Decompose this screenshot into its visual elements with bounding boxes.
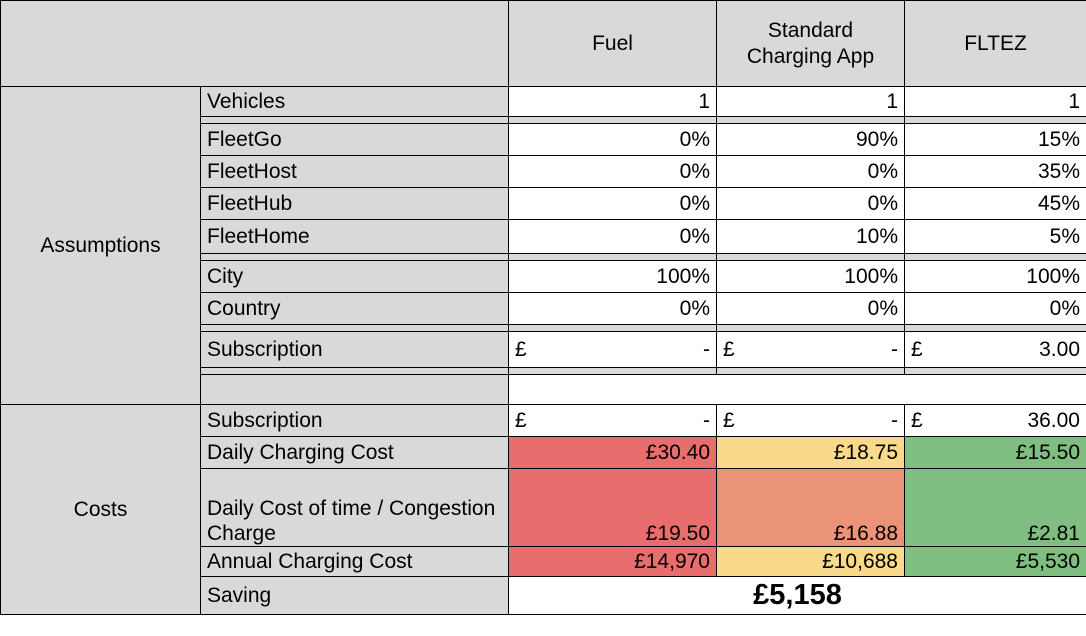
spacer-cell [201, 117, 509, 124]
spacer-cell [905, 117, 1086, 124]
cell-country-standard[interactable]: 0% [717, 293, 905, 325]
row-label-subscription[interactable]: Subscription [201, 332, 509, 368]
currency-symbol: £ [515, 408, 527, 432]
cell-fleetgo-fltez[interactable]: 15% [905, 124, 1086, 156]
cell-daily-time-fuel[interactable]: £19.50 [509, 469, 717, 547]
cell-fleethome-fltez[interactable]: 5% [905, 220, 1086, 254]
spacer-cell [717, 368, 905, 375]
row-label-fleetgo[interactable]: FleetGo [201, 124, 509, 156]
cell-city-fltez[interactable]: 100% [905, 261, 1086, 293]
row-label-city[interactable]: City [201, 261, 509, 293]
cell-fleethost-fuel[interactable]: 0% [509, 156, 717, 188]
cell-vehicles-fuel[interactable]: 1 [509, 87, 717, 117]
header-fltez[interactable]: FLTEZ [905, 1, 1086, 87]
currency-symbol: £ [911, 408, 923, 432]
cell-annual-fuel[interactable]: £14,970 [509, 547, 717, 577]
row-label-daily-charging[interactable]: Daily Charging Cost [201, 437, 509, 469]
spacer-cell [201, 254, 509, 261]
cell-vehicles-standard[interactable]: 1 [717, 87, 905, 117]
empty-cell[interactable] [509, 375, 1086, 405]
cell-cost-subscription-fuel[interactable] [509, 405, 717, 437]
spacer-cell [905, 254, 1086, 261]
cell-city-fuel[interactable]: 100% [509, 261, 717, 293]
spacer-cell [509, 368, 717, 375]
cell-cost-subscription-standard[interactable] [717, 405, 905, 437]
cell-daily-charging-standard[interactable]: £18.75 [717, 437, 905, 469]
cell-fleethub-fltez[interactable]: 45% [905, 188, 1086, 220]
row-label-cost-subscription[interactable]: Subscription [201, 405, 509, 437]
currency-symbol: £ [515, 337, 527, 361]
cell-fleethome-standard[interactable]: 10% [717, 220, 905, 254]
cell-cost-subscription-fltez[interactable] [905, 405, 1086, 437]
cell-vehicles-fltez[interactable]: 1 [905, 87, 1086, 117]
spacer-cell [905, 325, 1086, 332]
currency-value: 36.00 [1027, 408, 1080, 432]
currency-value: 3.00 [1039, 337, 1080, 361]
row-label-fleethub[interactable]: FleetHub [201, 188, 509, 220]
cell-country-fltez[interactable]: 0% [905, 293, 1086, 325]
currency-value: - [891, 337, 898, 361]
row-label-saving[interactable]: Saving [201, 577, 509, 615]
header-standard-charging-app[interactable]: Standard Charging App [717, 1, 905, 87]
spacer-cell [509, 325, 717, 332]
currency-value: - [891, 408, 898, 432]
cell-country-fuel[interactable]: 0% [509, 293, 717, 325]
cell-subscription-standard[interactable] [717, 332, 905, 368]
cell-fleethub-fuel[interactable]: 0% [509, 188, 717, 220]
section-assumptions[interactable]: Assumptions [1, 87, 201, 405]
row-label-country[interactable]: Country [201, 293, 509, 325]
section-costs[interactable]: Costs [1, 405, 201, 615]
spacer-cell [509, 254, 717, 261]
cell-daily-time-standard[interactable]: £16.88 [717, 469, 905, 547]
cell-fleethome-fuel[interactable]: 0% [509, 220, 717, 254]
header-fuel[interactable]: Fuel [509, 1, 717, 87]
cell-daily-time-fltez[interactable]: £2.81 [905, 469, 1086, 547]
row-label-vehicles[interactable]: Vehicles [201, 87, 509, 117]
spacer-cell [201, 368, 509, 375]
cell-fleethub-standard[interactable]: 0% [717, 188, 905, 220]
currency-value: - [703, 337, 710, 361]
cell-daily-charging-fuel[interactable]: £30.40 [509, 437, 717, 469]
cell-saving-value[interactable]: £5,158 [509, 577, 1086, 615]
spacer-cell [717, 117, 905, 124]
cell-annual-fltez[interactable]: £5,530 [905, 547, 1086, 577]
cell-subscription-fltez[interactable] [905, 332, 1086, 368]
cell-subscription-fuel[interactable] [509, 332, 717, 368]
currency-symbol: £ [723, 408, 735, 432]
row-label-fleethost[interactable]: FleetHost [201, 156, 509, 188]
cell-daily-charging-fltez[interactable]: £15.50 [905, 437, 1086, 469]
row-label-annual[interactable]: Annual Charging Cost [201, 547, 509, 577]
spacer-cell [905, 368, 1086, 375]
cell-city-standard[interactable]: 100% [717, 261, 905, 293]
currency-symbol: £ [911, 337, 923, 361]
currency-symbol: £ [723, 337, 735, 361]
spacer-cell [717, 254, 905, 261]
cell-fleetgo-fuel[interactable]: 0% [509, 124, 717, 156]
currency-value: - [703, 408, 710, 432]
row-label-fleethome[interactable]: FleetHome [201, 220, 509, 254]
spacer-cell [201, 325, 509, 332]
row-label-daily-time[interactable]: Daily Cost of time / Congestion Charge [201, 469, 509, 547]
cell-annual-standard[interactable]: £10,688 [717, 547, 905, 577]
cell-fleethost-standard[interactable]: 0% [717, 156, 905, 188]
cell-fleethost-fltez[interactable]: 35% [905, 156, 1086, 188]
cell-fleetgo-standard[interactable]: 90% [717, 124, 905, 156]
spacer-cell [717, 325, 905, 332]
header-blank-cell[interactable] [1, 1, 509, 87]
empty-cell[interactable] [201, 375, 509, 405]
spacer-cell [509, 117, 717, 124]
